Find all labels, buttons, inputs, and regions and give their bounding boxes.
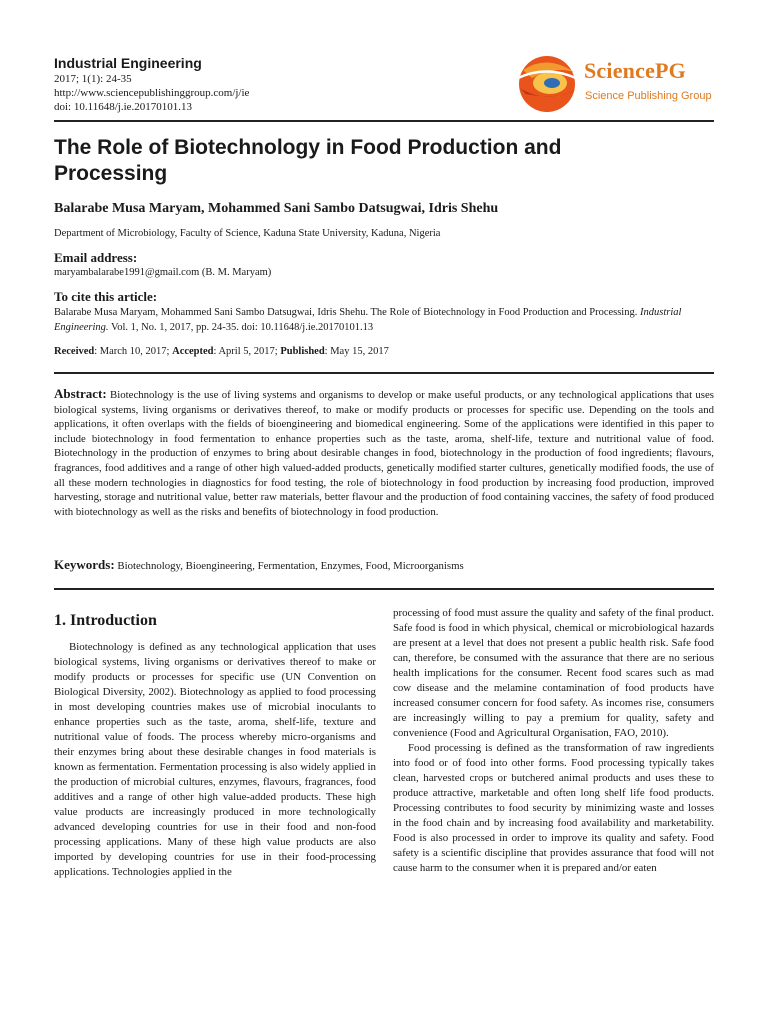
citation-line2: Vol. 1, No. 1, 2017, pp. 24-35. doi: 10.11648/j.ie.20170101.13: [108, 321, 374, 333]
abstract-label: Abstract:: [54, 386, 107, 401]
received-date: : March 10, 2017;: [94, 346, 173, 357]
article-authors: Balarabe Musa Maryam, Mohammed Sani Sambo Datsugwai, Idris Shehu: [54, 201, 499, 216]
accepted-date: : April 5, 2017;: [213, 346, 281, 357]
received-label: Received: [54, 346, 95, 357]
citation-line1: Balarabe Musa Maryam, Mohammed Sani Sambo Datsugwai, Idris Shehu. The Role of Biotechnology in Food Production and Processing.: [54, 307, 638, 318]
intro-right-paragraph-1: processing of food must assure the quality and safety of the final product. Safe food is food in which physical, chemical or microbiological hazards are present at a level that does not present a public health risk. Safe food can, therefore, be consumed with the assurance that there are no serious health implications for the consumer. Recent food scares such as mad cow disease and the melamine contamination of food products have increased consumer concern for food safety. As incomes rise, consumers are increasingly willing to pay a premium for quality, safety and convenience (Food and Agricultural Organisation, FAO, 2010).: [393, 607, 714, 739]
journal-name: Industrial Engineering: [54, 55, 202, 71]
journal-meta: [54, 72, 249, 114]
keywords-label: Keywords:: [54, 557, 115, 572]
section-heading-introduction: 1. Introduction: [54, 612, 157, 629]
logo-tagline: Science Publishing Group: [585, 90, 712, 102]
journal-doi: doi: 10.11648/j.ie.20170101.13: [54, 101, 193, 113]
keywords-text: Biotechnology, Bioengineering, Fermentation, Enzymes, Food, Microorganisms: [114, 560, 464, 572]
article-title: The Role of Biotechnology in Food Production and Processing: [54, 136, 562, 185]
published-date: : May 15, 2017: [324, 346, 389, 357]
article-affiliation: Department of Microbiology, Faculty of Science, Kaduna State University, Kaduna, Nigeria: [54, 228, 441, 239]
intro-right-paragraph-2: Food processing is defined as the transformation of raw ingredients into food or of food into other forms. Food processing typically takes clean, harvested crops or butchered animal products and uses these to produce attractive, marketable and often long shelf life food products. Processing contributes to food security by minimizing waste and losses in the food chain and by increasing food availability and marketability. Food is also processed in order to improve its quality and safety. Food safety is a scientific discipline that provides assurance that food will not cause harm to the consumer when it is prepared and/or eaten: [393, 742, 714, 874]
keywords: [54, 557, 714, 573]
cite-heading: To cite this article:: [54, 289, 158, 304]
abstract-text: Biotechnology is the use of living systems and organisms to develop or make useful products, or any technological applications that uses biological systems, living organisms or derivatives thereof, to make or modify products or processes for specific use. Depending on the tools and applications, it often overlaps with the fields of bioengineering and biomedical engineering. Some of the applications were identified in this paper to include biotechnology in food fermentation to enhance properties such as the taste, aroma, shelf-life, texture and nutritional value of food. Biotechnology in the production of enzymes to bring about desirable changes in food, biotechnology in the production of food ingredients; flavours, fragrances, food additives and a range of other high valued-added products, genetically modified starter cultures, genetically modified foods, the use of all these modern technologies in diagnostics for food testing, the role of biotechnology in food production by increasing food production, improved harvesting, storage and nutritional value, better raw materials, better flavour and the production of food containing vaccines, the safety of food produced with biotechnology as well as the risks and benefits of biotechnology in food production.: [54, 389, 714, 518]
intro-column-right: [393, 606, 714, 876]
intro-column-left: Biotechnology is defined as any technological application that uses biological systems, living organisms or derivatives thereof to make or modify products or processes for specific use (UN Convention on Biological Diversity, 2002). Biotechnology as applied to food processing in most developing countries makes use of microbial inoculants to enhance properties such as the taste, aroma, shelf-life, texture and nutritional value of foods. The process whereby micro-organisms and their enzymes bring about these desirable changes in food materials is known as fermentation. Fermentation processing is also widely applied in the production of microbial cultures, enzymes, flavours, fragrances, food additives and a range of other high value-added products. These high value products are increasingly produced in more technologically advanced developing countries for use in their food and non-food processing applications. Many of these high value products are also imported by developing countries for use in their food-processing applications. Technologies applied in the: [54, 641, 376, 878]
citation: [54, 306, 714, 335]
sciencepg-globe-icon: [514, 52, 584, 116]
accepted-label: Accepted: [172, 346, 214, 357]
publication-dates: [54, 346, 389, 357]
journal-volume: 2017; 1(1): 24-35: [54, 73, 132, 85]
sciencepg-logo: [514, 52, 714, 116]
journal-url[interactable]: http://www.sciencepublishinggroup.com/j/ie: [54, 87, 250, 99]
email-address[interactable]: maryambalarabe1991@gmail.com (B. M. Maryam): [54, 267, 272, 278]
abstract: [54, 387, 714, 519]
email-heading: Email address:: [54, 250, 138, 265]
citation-journal: Industrial Engineering.: [54, 307, 682, 333]
logo-brand: SciencePG: [584, 58, 686, 83]
abstract-bottom-divider: [54, 588, 714, 590]
header-divider: [54, 120, 714, 122]
abstract-top-divider: [54, 372, 714, 374]
published-label: Published: [280, 346, 325, 357]
